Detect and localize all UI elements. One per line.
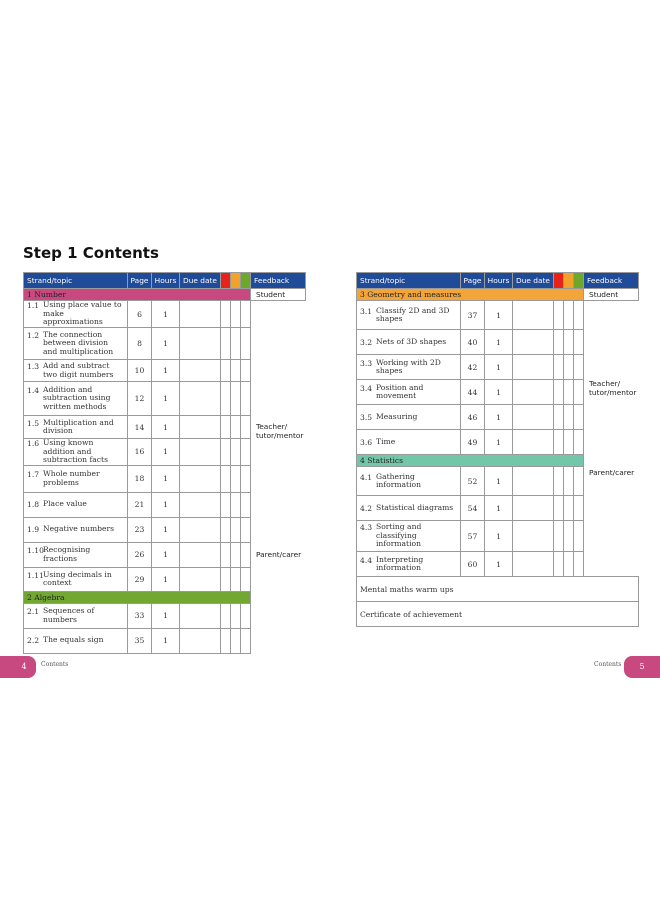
page-cell: 21 (128, 492, 152, 517)
topic-title: Place value (43, 499, 87, 508)
rating-red-cell[interactable] (554, 301, 564, 330)
page-cell: 26 (128, 542, 152, 567)
rating-red-cell[interactable] (221, 603, 231, 628)
topic-cell (24, 465, 128, 492)
page-cell: 35 (128, 628, 152, 653)
rating-green-cell[interactable] (574, 330, 584, 355)
due-date-cell[interactable] (513, 301, 554, 330)
red-swatch (554, 273, 564, 289)
page-title: Step 1 Contents (23, 244, 159, 262)
topic-number: 3.5 (360, 412, 373, 422)
feedback-column (584, 289, 639, 477)
rating-red-cell[interactable] (554, 380, 564, 405)
contents-table-right (356, 272, 639, 627)
topic-title: Using place value to make approximations (43, 300, 122, 327)
feedback-column (251, 289, 306, 559)
hours-cell: 1 (152, 465, 180, 492)
topic-row (24, 517, 306, 542)
topic-row (357, 521, 639, 552)
page-cell: 54 (461, 496, 485, 521)
footer-label-right: Contents (594, 661, 622, 668)
due-date-cell[interactable] (513, 521, 554, 552)
page-cell: 8 (128, 328, 152, 360)
topic-row (24, 567, 306, 591)
section-row-statistics (357, 455, 639, 467)
rating-orange-cell[interactable] (231, 465, 241, 492)
rating-orange-cell[interactable] (564, 496, 574, 521)
due-date-cell[interactable] (513, 496, 554, 521)
feedback-teacher-line1: Teacher/ (589, 379, 621, 388)
topic-number: 4.4 (360, 555, 373, 565)
topic-cell (24, 603, 128, 628)
rating-green-cell[interactable] (241, 382, 251, 416)
topic-row (357, 355, 639, 380)
header-row (24, 273, 306, 289)
hours-cell: 1 (485, 521, 513, 552)
footer-label-left: Contents (41, 661, 69, 668)
topic-row (357, 552, 639, 577)
hours-cell: 1 (485, 330, 513, 355)
topic-row (357, 496, 639, 521)
topic-number: 2.2 (27, 636, 40, 645)
topic-cell (357, 405, 461, 430)
rating-red-cell[interactable] (221, 416, 231, 439)
green-swatch (241, 273, 251, 289)
topic-cell (357, 330, 461, 355)
hours-header: Hours (152, 273, 180, 289)
due-date-cell[interactable] (513, 430, 554, 455)
rating-green-cell[interactable] (574, 380, 584, 405)
topic-number: 4.3 (360, 523, 373, 533)
rating-green-cell[interactable] (574, 521, 584, 552)
rating-orange-cell[interactable] (564, 405, 574, 430)
certificate-label: Certificate of achievement (357, 602, 639, 627)
topic-number: 3.2 (360, 337, 373, 347)
topic-cell (24, 567, 128, 591)
red-swatch (221, 273, 231, 289)
topic-title: Nets of 3D shapes (376, 336, 447, 346)
warmups-label: Mental maths warm ups (357, 577, 639, 602)
topic-title: Recognising fractions (43, 545, 91, 563)
feedback-teacher-line2: tutor/mentor (256, 431, 304, 440)
topic-title: The connection between division and multiplication (43, 329, 114, 356)
topic-row (24, 328, 306, 360)
rating-green-cell[interactable] (574, 467, 584, 496)
page-number-tab-left (0, 656, 36, 678)
topic-number: 3.1 (360, 306, 373, 316)
hours-cell: 1 (152, 382, 180, 416)
hours-cell: 1 (485, 552, 513, 577)
rating-orange-cell[interactable] (564, 467, 574, 496)
section-row-number (24, 289, 306, 301)
rating-green-cell[interactable] (241, 603, 251, 628)
topic-cell (24, 328, 128, 360)
rating-orange-cell[interactable] (231, 301, 241, 328)
rating-red-cell[interactable] (221, 439, 231, 466)
page-header: Page (128, 273, 152, 289)
topic-title: Using known addition and subtraction facts (43, 438, 109, 464)
topic-row (357, 430, 639, 455)
rating-orange-cell[interactable] (231, 567, 241, 591)
hours-cell: 1 (485, 380, 513, 405)
topic-row (24, 360, 306, 382)
page-cell: 46 (461, 405, 485, 430)
rating-green-cell[interactable] (241, 628, 251, 653)
page-cell: 10 (128, 360, 152, 382)
due-date-cell[interactable] (180, 517, 221, 542)
hours-cell: 1 (485, 405, 513, 430)
rating-green-cell[interactable] (574, 496, 584, 521)
topic-cell (24, 628, 128, 653)
rating-green-cell[interactable] (241, 542, 251, 567)
topic-number: 3.4 (360, 383, 373, 393)
topic-number: 1.6 (27, 439, 40, 448)
section-label: 2 Algebra (24, 591, 251, 603)
rating-red-cell[interactable] (221, 382, 231, 416)
rating-red-cell[interactable] (221, 301, 231, 328)
section-label: 3 Geometry and measures (357, 289, 584, 301)
rating-green-cell[interactable] (574, 355, 584, 380)
rating-red-cell[interactable] (221, 542, 231, 567)
hours-cell: 1 (152, 567, 180, 591)
topic-cell (357, 301, 461, 330)
hours-cell: 1 (152, 628, 180, 653)
topic-number: 1.1 (27, 301, 40, 311)
page-cell: 12 (128, 382, 152, 416)
rating-red-cell[interactable] (221, 360, 231, 382)
due-date-header: Due date (513, 273, 554, 289)
rating-orange-cell[interactable] (564, 380, 574, 405)
topic-number: 1.5 (27, 418, 40, 428)
page-cell: 6 (128, 301, 152, 328)
topic-title: Gathering information (376, 471, 422, 489)
due-date-cell[interactable] (180, 382, 221, 416)
topic-title: Addition and subtraction using written methods (43, 384, 111, 411)
topic-cell (24, 416, 128, 439)
topic-title: Time (376, 436, 396, 446)
topic-number: 2.1 (27, 607, 40, 616)
topic-title: Interpreting information (376, 554, 424, 572)
hours-cell: 1 (485, 301, 513, 330)
rating-red-cell[interactable] (221, 517, 231, 542)
rating-red-cell[interactable] (221, 628, 231, 653)
orange-swatch (231, 273, 241, 289)
due-date-cell[interactable] (180, 439, 221, 466)
page-cell: 44 (461, 380, 485, 405)
rating-red-cell[interactable] (554, 521, 564, 552)
feedback-header: Feedback (251, 273, 306, 289)
topic-cell (357, 355, 461, 380)
topic-cell (24, 517, 128, 542)
topic-row (24, 492, 306, 517)
page-cell: 37 (461, 301, 485, 330)
due-date-cell[interactable] (180, 416, 221, 439)
topic-cell (24, 360, 128, 382)
topic-cell (24, 301, 128, 328)
hours-cell: 1 (152, 360, 180, 382)
section-row-algebra (24, 591, 306, 603)
rating-red-cell[interactable] (221, 328, 231, 360)
page-cell: 49 (461, 430, 485, 455)
due-date-cell[interactable] (513, 467, 554, 496)
rating-orange-cell[interactable] (231, 439, 241, 466)
topic-cell (24, 382, 128, 416)
rating-green-cell[interactable] (574, 430, 584, 455)
rating-green-cell[interactable] (241, 360, 251, 382)
page-cell: 14 (128, 416, 152, 439)
due-date-cell[interactable] (180, 603, 221, 628)
due-date-cell[interactable] (180, 328, 221, 360)
hours-cell: 1 (485, 430, 513, 455)
rating-orange-cell[interactable] (231, 416, 241, 439)
rating-green-cell[interactable] (241, 416, 251, 439)
hours-cell: 1 (152, 603, 180, 628)
topic-row (24, 465, 306, 492)
rating-green-cell[interactable] (574, 301, 584, 330)
page-cell: 60 (461, 552, 485, 577)
topic-row (24, 628, 306, 653)
rating-orange-cell[interactable] (564, 552, 574, 577)
topic-number: 1.11 (27, 570, 44, 580)
due-date-cell[interactable] (180, 465, 221, 492)
hours-cell: 1 (485, 496, 513, 521)
topic-number: 1.2 (27, 330, 40, 340)
feedback-teacher-line2: tutor/mentor (589, 388, 637, 397)
topic-number: 1.9 (27, 525, 40, 534)
hours-cell: 1 (152, 517, 180, 542)
topic-title: The equals sign (43, 635, 104, 644)
topic-row (357, 301, 639, 330)
rating-green-cell[interactable] (241, 465, 251, 492)
rating-red-cell[interactable] (554, 496, 564, 521)
feedback-header: Feedback (584, 273, 639, 289)
due-date-cell[interactable] (180, 492, 221, 517)
hours-cell: 1 (152, 328, 180, 360)
topic-title: Add and subtract two digit numbers (43, 361, 114, 379)
rating-orange-cell[interactable] (231, 360, 241, 382)
topic-cell (24, 492, 128, 517)
warmups-row (357, 577, 639, 602)
page-cell: 18 (128, 465, 152, 492)
topic-title: Working with 2D shapes (376, 357, 441, 375)
due-date-cell[interactable] (180, 301, 221, 328)
topic-title: Sorting and classifying information (376, 522, 422, 549)
topic-number: 3.3 (360, 358, 373, 368)
rating-green-cell[interactable] (241, 301, 251, 328)
rating-red-cell[interactable] (554, 430, 564, 455)
page-cell: 42 (461, 355, 485, 380)
strand-header: Strand/topic (357, 273, 461, 289)
topic-title: Measuring (376, 411, 418, 421)
rating-green-cell[interactable] (574, 552, 584, 577)
topic-cell (357, 380, 461, 405)
due-date-cell[interactable] (180, 360, 221, 382)
topic-title: Multiplication and division (43, 417, 114, 435)
feedback-parent: Parent/carer (256, 550, 302, 559)
topic-title: Using decimals in context (43, 569, 112, 587)
hours-cell: 1 (485, 355, 513, 380)
rating-orange-cell[interactable] (231, 628, 241, 653)
page-cell: 23 (128, 517, 152, 542)
topic-title: Statistical diagrams (376, 502, 454, 512)
topic-title: Whole number problems (43, 469, 100, 487)
contents-table-left (23, 272, 306, 654)
page-cell: 57 (461, 521, 485, 552)
page-cell: 29 (128, 567, 152, 591)
hours-cell: 1 (152, 416, 180, 439)
topic-cell (357, 430, 461, 455)
topic-number: 1.3 (27, 362, 40, 371)
rating-orange-cell[interactable] (231, 517, 241, 542)
rating-orange-cell[interactable] (231, 382, 241, 416)
rating-red-cell[interactable] (221, 492, 231, 517)
rating-orange-cell[interactable] (231, 603, 241, 628)
page-cell: 52 (461, 467, 485, 496)
page-number-right: 5 (639, 662, 645, 671)
rating-orange-cell[interactable] (564, 301, 574, 330)
topic-number: 1.7 (27, 470, 40, 479)
due-date-header: Due date (180, 273, 221, 289)
topic-number: 4.1 (360, 472, 373, 482)
rating-red-cell[interactable] (221, 465, 231, 492)
page-number-tab-right (624, 656, 660, 678)
page-cell: 33 (128, 603, 152, 628)
topic-row (357, 405, 639, 430)
certificate-row (357, 602, 639, 627)
section-label: 1 Number (24, 289, 251, 301)
topic-title: Sequences of numbers (43, 606, 95, 624)
rating-red-cell[interactable] (554, 330, 564, 355)
page-cell: 16 (128, 439, 152, 466)
topic-number: 1.4 (27, 385, 40, 395)
rating-orange-cell[interactable] (231, 328, 241, 360)
rating-red-cell[interactable] (554, 552, 564, 577)
topic-cell (357, 521, 461, 552)
topic-cell (357, 496, 461, 521)
feedback-student: Student (256, 290, 286, 299)
topic-row (24, 382, 306, 416)
topic-cell (357, 552, 461, 577)
rating-orange-cell[interactable] (564, 330, 574, 355)
section-label: 4 Statistics (357, 455, 584, 467)
page-header: Page (461, 273, 485, 289)
feedback-parent: Parent/carer (589, 468, 635, 477)
topic-cell (24, 439, 128, 466)
topic-row (24, 439, 306, 466)
due-date-cell[interactable] (513, 552, 554, 577)
due-date-cell[interactable] (180, 542, 221, 567)
header-row (357, 273, 639, 289)
topic-title: Position and movement (376, 382, 424, 400)
topic-number: 1.8 (27, 500, 40, 509)
topic-number: 3.6 (360, 437, 373, 447)
rating-orange-cell[interactable] (231, 542, 241, 567)
strand-header: Strand/topic (24, 273, 128, 289)
due-date-cell[interactable] (513, 380, 554, 405)
topic-row (24, 603, 306, 628)
topic-row (357, 330, 639, 355)
rating-orange-cell[interactable] (564, 521, 574, 552)
feedback-student: Student (589, 290, 619, 299)
rating-red-cell[interactable] (554, 405, 564, 430)
page-cell: 40 (461, 330, 485, 355)
hours-cell: 1 (485, 467, 513, 496)
topic-number: 4.2 (360, 503, 373, 513)
section-row-geometry (357, 289, 639, 301)
due-date-cell[interactable] (513, 355, 554, 380)
hours-cell: 1 (152, 439, 180, 466)
rating-red-cell[interactable] (221, 567, 231, 591)
rating-red-cell[interactable] (554, 355, 564, 380)
rating-orange-cell[interactable] (231, 492, 241, 517)
due-date-cell[interactable] (513, 405, 554, 430)
feedback-teacher-line1: Teacher/ (256, 422, 288, 431)
hours-cell: 1 (152, 542, 180, 567)
green-swatch (574, 273, 584, 289)
topic-cell (357, 467, 461, 496)
orange-swatch (564, 273, 574, 289)
topic-cell (24, 542, 128, 567)
rating-green-cell[interactable] (241, 328, 251, 360)
due-date-cell[interactable] (513, 330, 554, 355)
rating-orange-cell[interactable] (564, 355, 574, 380)
due-date-cell[interactable] (180, 567, 221, 591)
due-date-cell[interactable] (180, 628, 221, 653)
hours-header: Hours (485, 273, 513, 289)
rating-green-cell[interactable] (241, 517, 251, 542)
rating-green-cell[interactable] (241, 492, 251, 517)
topic-title: Negative numbers (43, 524, 115, 533)
rating-green-cell[interactable] (574, 405, 584, 430)
rating-red-cell[interactable] (554, 467, 564, 496)
rating-green-cell[interactable] (241, 439, 251, 466)
rating-orange-cell[interactable] (564, 430, 574, 455)
topic-number: 1.10 (27, 546, 44, 555)
topic-row (24, 301, 306, 328)
topic-title: Classify 2D and 3D shapes (376, 305, 450, 323)
hours-cell: 1 (152, 492, 180, 517)
page-number-left: 4 (21, 662, 27, 671)
hours-cell: 1 (152, 301, 180, 328)
rating-green-cell[interactable] (241, 567, 251, 591)
